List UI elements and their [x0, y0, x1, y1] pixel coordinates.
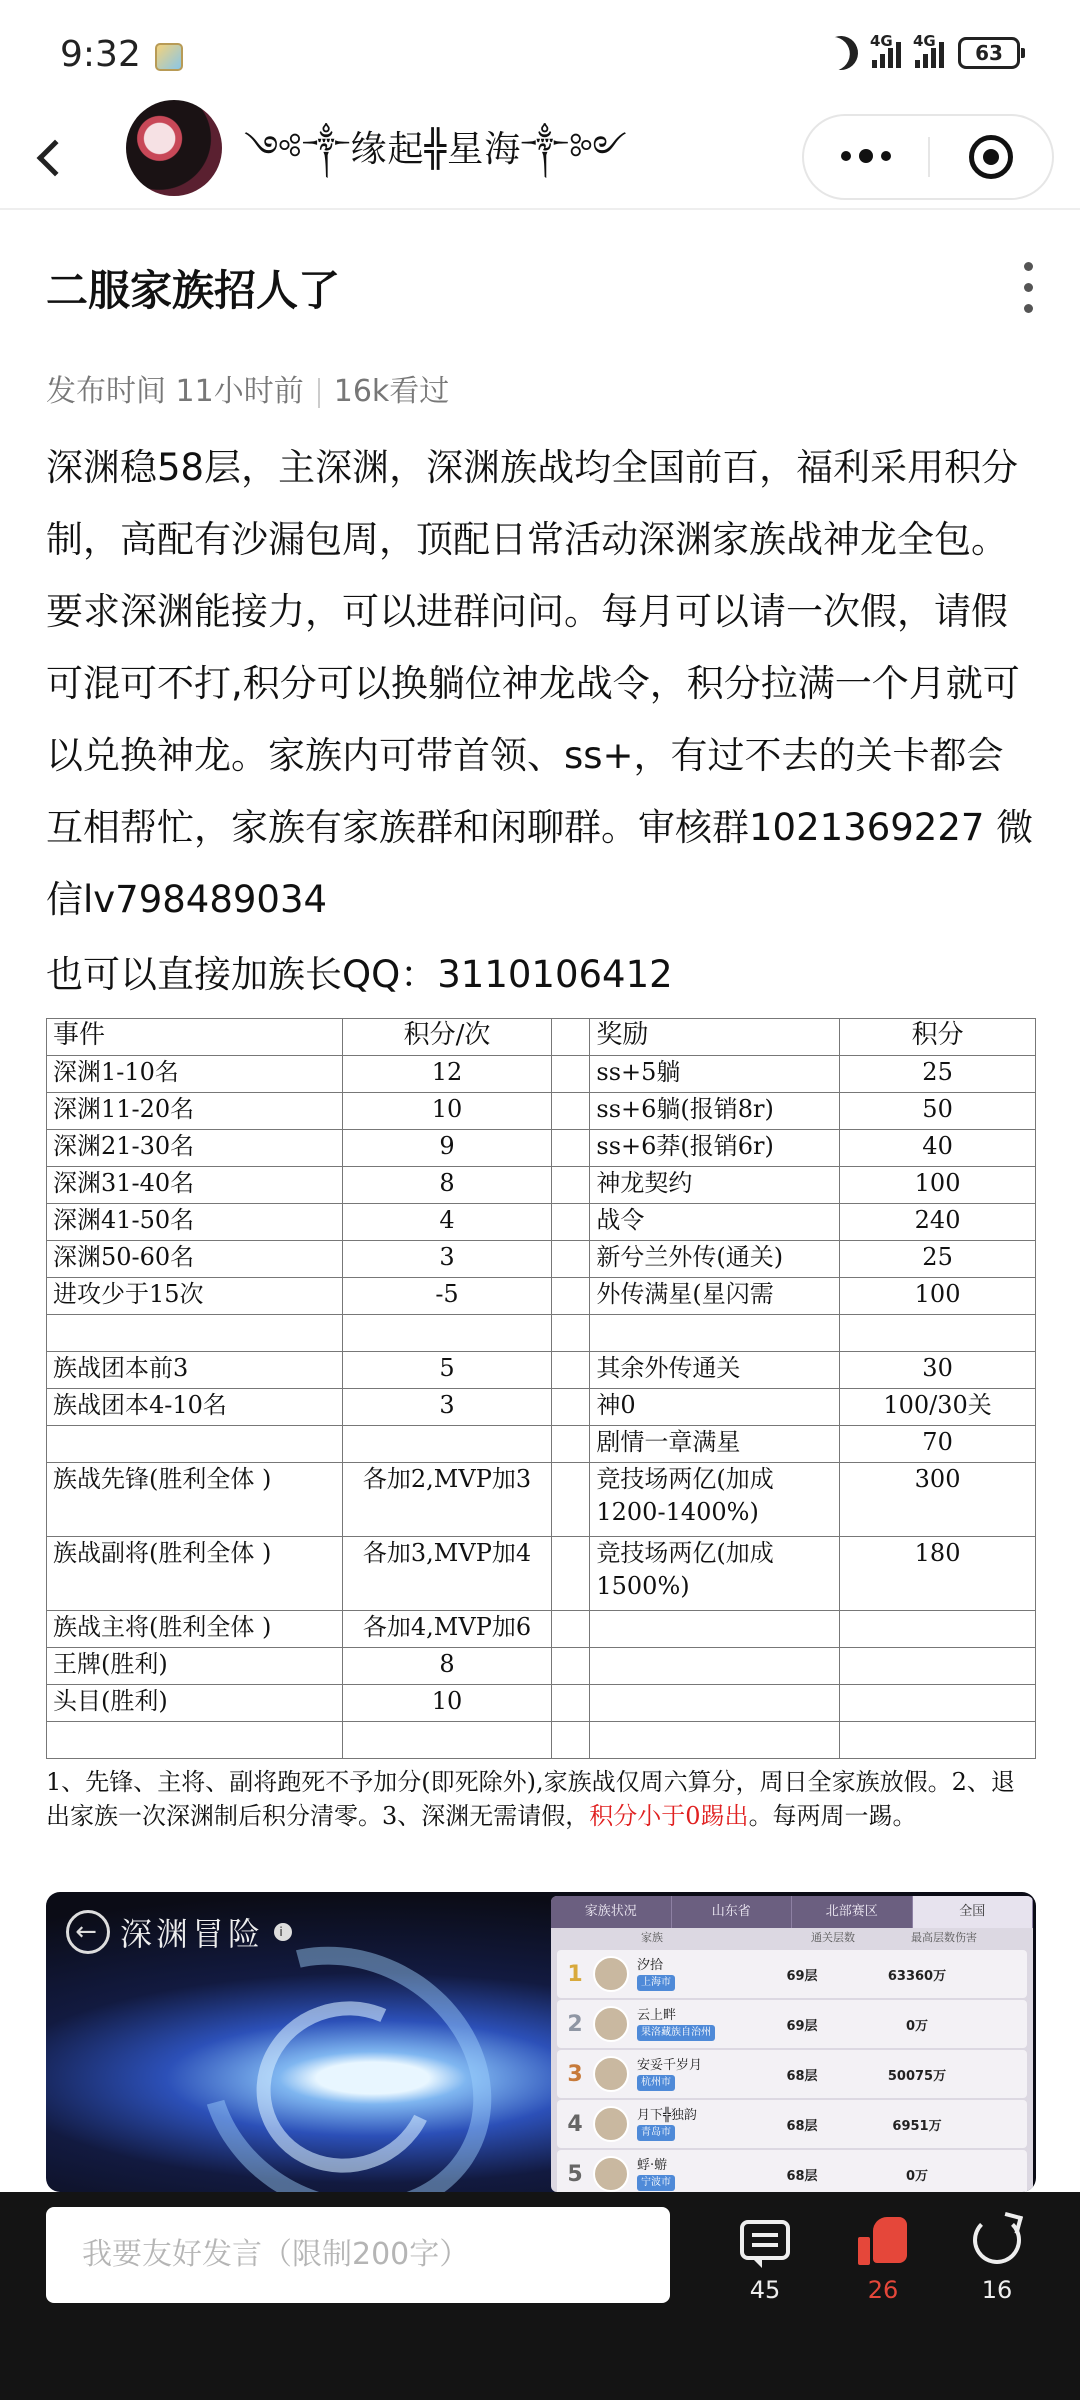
- thumbs-up-icon: [858, 2215, 908, 2265]
- table-cell: 新兮兰外传(通关): [590, 1241, 840, 1278]
- table-cell: [342, 1426, 552, 1463]
- table-cell: 各加2,MVP加3: [342, 1463, 552, 1537]
- like-count: 26: [867, 2276, 899, 2304]
- post-meta: [46, 366, 449, 410]
- family-badge-icon: [593, 2006, 629, 2042]
- table-cell: [552, 1611, 590, 1648]
- table-row: [47, 1463, 1036, 1537]
- signal-icon: 4G: [872, 38, 901, 68]
- col-damage: 最高层数伤害: [911, 1931, 977, 1944]
- table-cell: [840, 1611, 1036, 1648]
- family-level: 69层: [786, 2018, 818, 2034]
- family-level: 69层: [786, 1968, 818, 1984]
- comment-icon: [740, 2220, 790, 2260]
- table-cell: [47, 1722, 343, 1759]
- table-cell: [47, 1315, 343, 1352]
- col-family: 家族: [641, 1931, 663, 1944]
- family-damage: 0万: [905, 2168, 929, 2184]
- ranking-row: [557, 2100, 1027, 2148]
- table-cell: [840, 1722, 1036, 1759]
- table-row: [47, 1611, 1036, 1648]
- table-cell: 深渊11-20名: [47, 1093, 343, 1130]
- table-cell: [590, 1722, 840, 1759]
- table-cell: [590, 1315, 840, 1352]
- table-cell: 外传满星(星闪需: [590, 1278, 840, 1315]
- avatar[interactable]: [126, 100, 222, 196]
- comment-button[interactable]: [720, 2212, 810, 2304]
- game-title-bar: [66, 1904, 292, 1960]
- table-cell: [342, 1722, 552, 1759]
- ranking-row: [557, 2050, 1027, 2098]
- table-cell: 10: [342, 1093, 552, 1130]
- share-button[interactable]: [952, 2212, 1042, 2304]
- table-cell: 30: [840, 1352, 1036, 1389]
- table-cell: 进攻少于15次: [47, 1278, 343, 1315]
- status-indicators: [824, 32, 1020, 70]
- table-cell: 深渊21-30名: [47, 1130, 343, 1167]
- family-name: 蜉·蝣: [637, 2157, 668, 2173]
- publish-time: 11小时前: [175, 374, 304, 409]
- family-badge-icon: [593, 2106, 629, 2142]
- post-body: 深渊稳58层，主深渊，深渊族战均全国前百，福利采用积分制，高配有沙漏包周，顶配日常活动深渊家族战神龙全包。要求深渊能接力，可以进群问问。每月可以请一次假，请假可混可不打,积分可以换躺位神龙战令，积分拉满一个月就可以兑换神龙。家族内可带首领、ss+，有过不去的关卡都会互相帮忙，家族有家族群和闲聊群。审核群1021369227 微信lv798489034: [46, 446, 1034, 921]
- table-cell: 剧情一章满星: [590, 1426, 840, 1463]
- family-name-cell: [637, 2008, 747, 2041]
- family-city: 果洛藏族自治州: [637, 2025, 715, 2041]
- family-city: 青岛市: [637, 2125, 675, 2141]
- status-bar: [0, 0, 1080, 110]
- table-cell: [552, 1315, 590, 1352]
- table-row: [47, 1426, 1036, 1463]
- table-cell: [552, 1685, 590, 1722]
- game-title: 深渊冒险: [120, 1915, 265, 1953]
- table-cell: 9: [342, 1130, 552, 1167]
- table-cell: 各加4,MVP加6: [342, 1611, 552, 1648]
- table-row: [47, 1648, 1036, 1685]
- table-cell: [552, 1241, 590, 1278]
- table-cell: 深渊31-40名: [47, 1167, 343, 1204]
- family-damage: 63360万: [887, 1968, 947, 1984]
- family-damage: 50075万: [887, 2068, 947, 2084]
- family-city: 宁波市: [637, 2175, 675, 2191]
- mini-program-capsule: [802, 114, 1054, 200]
- table-cell: [552, 1648, 590, 1685]
- family-level: 68层: [786, 2118, 818, 2134]
- game-back-icon: ←: [66, 1910, 110, 1954]
- table-cell: 10: [342, 1685, 552, 1722]
- like-button[interactable]: [838, 2212, 928, 2304]
- rank-number: 5: [567, 2161, 583, 2187]
- table-row: [47, 1352, 1036, 1389]
- target-icon: [969, 135, 1013, 179]
- family-name-cell: [637, 2158, 747, 2191]
- game-screenshot[interactable]: [46, 1892, 1036, 2192]
- table-cell: 4: [342, 1204, 552, 1241]
- family-name: 月下╬独韵: [637, 2107, 697, 2123]
- family-city: 上海市: [637, 1975, 675, 1991]
- family-damage: 6951万: [892, 2118, 942, 2134]
- family-name-cell: [637, 1958, 747, 1991]
- app-notification-icon: [155, 43, 183, 71]
- table-row: [47, 1204, 1036, 1241]
- view-count: 16k看过: [333, 374, 450, 409]
- table-header: 积分/次: [342, 1019, 552, 1056]
- tab-shandong: 山东省: [672, 1896, 793, 1928]
- family-name-cell: [637, 2108, 747, 2141]
- back-button[interactable]: [20, 128, 80, 188]
- publish-label: 发布时间: [46, 374, 166, 409]
- table-cell: 180: [840, 1537, 1036, 1611]
- table-cell: 竞技场两亿(加成1500%): [590, 1537, 840, 1611]
- rank-number: 2: [567, 2011, 583, 2037]
- table-cell: [552, 1352, 590, 1389]
- table-cell: [840, 1648, 1036, 1685]
- rank-number: 3: [567, 2061, 583, 2087]
- table-cell: [552, 1130, 590, 1167]
- comment-count: 45: [749, 2276, 781, 2304]
- table-row: [47, 1093, 1036, 1130]
- table-row: [47, 1130, 1036, 1167]
- family-city: 杭州市: [637, 2075, 675, 2091]
- table-cell: 各加3,MVP加4: [342, 1537, 552, 1611]
- score-table: [46, 1018, 1036, 1759]
- ranking-row: [557, 2000, 1027, 2048]
- note-text: 1、先锋、主将、副将跑死不予加分(即死除外),家族战仅周六算分，周日全家族放假。2、退出家族一次深渊制后积分清零。3、深渊无需请假，: [46, 1768, 1015, 1830]
- table-cell: 族战团本4-10名: [47, 1389, 343, 1426]
- info-icon: i: [274, 1923, 292, 1941]
- table-cell: 神龙契约: [590, 1167, 840, 1204]
- table-cell: [552, 1204, 590, 1241]
- table-cell: 族战团本前3: [47, 1352, 343, 1389]
- author-name[interactable]: ༺༒缘起╬星海༒༻: [244, 129, 628, 170]
- table-cell: [590, 1611, 840, 1648]
- post-title: 二服家族招人了: [46, 266, 341, 315]
- table-cell: 100: [840, 1167, 1036, 1204]
- table-cell: 深渊41-50名: [47, 1204, 343, 1241]
- table-row: [47, 1537, 1036, 1611]
- family-level: 68层: [786, 2068, 818, 2084]
- family-name: 云上畔: [637, 2007, 677, 2023]
- table-cell: ss+5躺: [590, 1056, 840, 1093]
- table-cell: 族战主将(胜利全体 ): [47, 1611, 343, 1648]
- table-cell: 王牌(胜利): [47, 1648, 343, 1685]
- table-cell: 100/30关: [840, 1389, 1036, 1426]
- table-cell: [840, 1315, 1036, 1352]
- back-icon: [37, 140, 74, 177]
- table-cell: 12: [342, 1056, 552, 1093]
- table-cell: [552, 1167, 590, 1204]
- table-cell: [552, 1463, 590, 1537]
- table-cell: [47, 1426, 343, 1463]
- table-cell: [552, 1426, 590, 1463]
- more-button[interactable]: [804, 151, 928, 163]
- table-cell: 深渊50-60名: [47, 1241, 343, 1278]
- table-cell: 25: [840, 1241, 1036, 1278]
- table-header-row: [47, 1019, 1036, 1056]
- status-time: 9:32: [60, 34, 141, 75]
- share-count: 16: [981, 2276, 1013, 2304]
- table-cell: [590, 1685, 840, 1722]
- top-header: [0, 100, 1080, 210]
- table-cell: 8: [342, 1167, 552, 1204]
- tab-north-region: 北部赛区: [792, 1896, 913, 1928]
- table-cell: 神0: [590, 1389, 840, 1426]
- table-row: [47, 1167, 1036, 1204]
- qq-contact-line: 也可以直接加族长QQ：3110106412: [46, 953, 673, 996]
- table-cell: 深渊1-10名: [47, 1056, 343, 1093]
- battery-icon: 63: [958, 37, 1020, 69]
- table-cell: [342, 1315, 552, 1352]
- table-cell: [590, 1648, 840, 1685]
- comment-input[interactable]: 我要友好发言（限制200字）: [46, 2207, 670, 2303]
- family-badge-icon: [593, 2056, 629, 2092]
- family-badge-icon: [593, 1956, 629, 1992]
- table-cell: -5: [342, 1278, 552, 1315]
- table-cell: ss+6躺(报销8r): [590, 1093, 840, 1130]
- table-row: [47, 1278, 1036, 1315]
- family-level: 68层: [786, 2168, 818, 2184]
- ranking-row: [557, 1950, 1027, 1998]
- table-cell: 3: [342, 1241, 552, 1278]
- table-cell: [552, 1093, 590, 1130]
- do-not-disturb-icon: [819, 31, 863, 75]
- family-name: 汐拾: [637, 1957, 664, 1973]
- score-table-image[interactable]: [46, 1018, 1036, 1878]
- close-target-button[interactable]: [930, 135, 1052, 179]
- table-cell: 300: [840, 1463, 1036, 1537]
- table-cell: 竞技场两亿(加成1200-1400%): [590, 1463, 840, 1537]
- share-icon: [973, 2216, 1021, 2264]
- table-row: [47, 1056, 1036, 1093]
- table-cell: [552, 1056, 590, 1093]
- table-cell: [840, 1685, 1036, 1722]
- col-levels: 通关层数: [811, 1931, 855, 1944]
- table-row: [47, 1389, 1036, 1426]
- signal-icon-2: 4G: [915, 38, 944, 68]
- ranking-row: [557, 2150, 1027, 2192]
- ranking-tabs: [551, 1896, 1033, 1928]
- meta-divider: [318, 378, 320, 408]
- table-cell: [552, 1389, 590, 1426]
- table-cell: [552, 1722, 590, 1759]
- rank-number: 4: [567, 2111, 583, 2137]
- family-badge-icon: [593, 2156, 629, 2192]
- table-header: [552, 1019, 590, 1056]
- table-cell: 70: [840, 1426, 1036, 1463]
- table-cell: 50: [840, 1093, 1036, 1130]
- table-row: [47, 1722, 1036, 1759]
- table-cell: 25: [840, 1056, 1036, 1093]
- table-cell: 40: [840, 1130, 1036, 1167]
- table-cell: 战令: [590, 1204, 840, 1241]
- table-cell: [552, 1537, 590, 1611]
- table-cell: 8: [342, 1648, 552, 1685]
- score-notes: [46, 1765, 1036, 1833]
- table-cell: 其余外传通关: [590, 1352, 840, 1389]
- table-header: 积分: [840, 1019, 1036, 1056]
- table-cell: 头目(胜利): [47, 1685, 343, 1722]
- table-header: 事件: [47, 1019, 343, 1056]
- family-damage: 0万: [905, 2018, 929, 2034]
- note-warning: 积分小于0踢出: [589, 1802, 749, 1830]
- family-name-cell: [637, 2058, 747, 2091]
- table-cell: ss+6莽(报销6r): [590, 1130, 840, 1167]
- table-cell: [552, 1278, 590, 1315]
- table-header: 奖励: [590, 1019, 840, 1056]
- table-cell: 5: [342, 1352, 552, 1389]
- table-cell: 族战先锋(胜利全体 ): [47, 1463, 343, 1537]
- tab-family-status: 家族状况: [551, 1896, 672, 1928]
- table-row: [47, 1241, 1036, 1278]
- table-cell: 3: [342, 1389, 552, 1426]
- ranking-header: [641, 1928, 1033, 1948]
- note-text-end: 。每两周一踢。: [748, 1802, 917, 1830]
- table-cell: 240: [840, 1204, 1036, 1241]
- family-name: 安妥千岁月: [637, 2057, 703, 2073]
- table-cell: 100: [840, 1278, 1036, 1315]
- rank-number: 1: [567, 1961, 583, 1987]
- table-row: [47, 1685, 1036, 1722]
- ranking-panel: [551, 1896, 1033, 2192]
- post-menu-icon[interactable]: [1024, 262, 1036, 313]
- tab-national: 全国: [913, 1896, 1034, 1928]
- table-cell: 族战副将(胜利全体 ): [47, 1537, 343, 1611]
- bottom-action-bar: [0, 2192, 1080, 2400]
- table-row: [47, 1315, 1036, 1352]
